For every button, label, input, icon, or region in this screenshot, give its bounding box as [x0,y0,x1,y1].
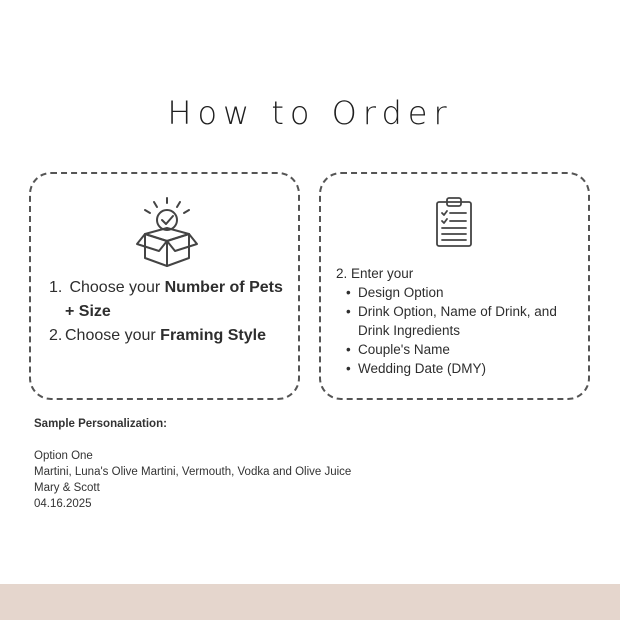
list-item: • Couple's Name [344,340,581,359]
details-list [336,283,581,378]
sample-line: Option One [34,450,93,462]
sample-personalization [34,416,351,512]
step-2-text: Choose your [65,327,161,344]
box-checkmark-icon [135,196,199,268]
step-2 [49,324,294,348]
sample-line: Martini, Luna's Olive Martini, Vermouth, Vodka and Olive Juice [34,466,352,478]
sample-line: 04.16.2025 [34,498,92,510]
step-list-right [336,264,581,378]
footer-band [0,584,620,620]
sample-line: Mary & Scott [34,482,100,494]
enter-your-heading: 2. Enter your [336,266,414,281]
list-item: • Drink Option, Name of Drink, and Drink Ingredients [344,302,581,340]
step-2-bold: Framing Style [160,327,266,344]
clipboard-checklist-icon [435,196,473,248]
step-1-text: Choose your [69,279,165,296]
list-item: • Design Option [344,283,581,302]
sample-heading: Sample Personalization: [34,418,167,430]
order-step-card-right [319,172,590,400]
order-step-card-left [29,172,300,400]
step-1-bold: Number of Pets + Size [65,279,283,320]
step-list-left [49,276,294,348]
list-item: • Wedding Date (DMY) [344,359,581,378]
page-title: How to Order [167,94,453,132]
step-2-number: 2. [49,327,63,344]
step-1-number: 1. [49,279,63,296]
step-1 [49,276,294,324]
